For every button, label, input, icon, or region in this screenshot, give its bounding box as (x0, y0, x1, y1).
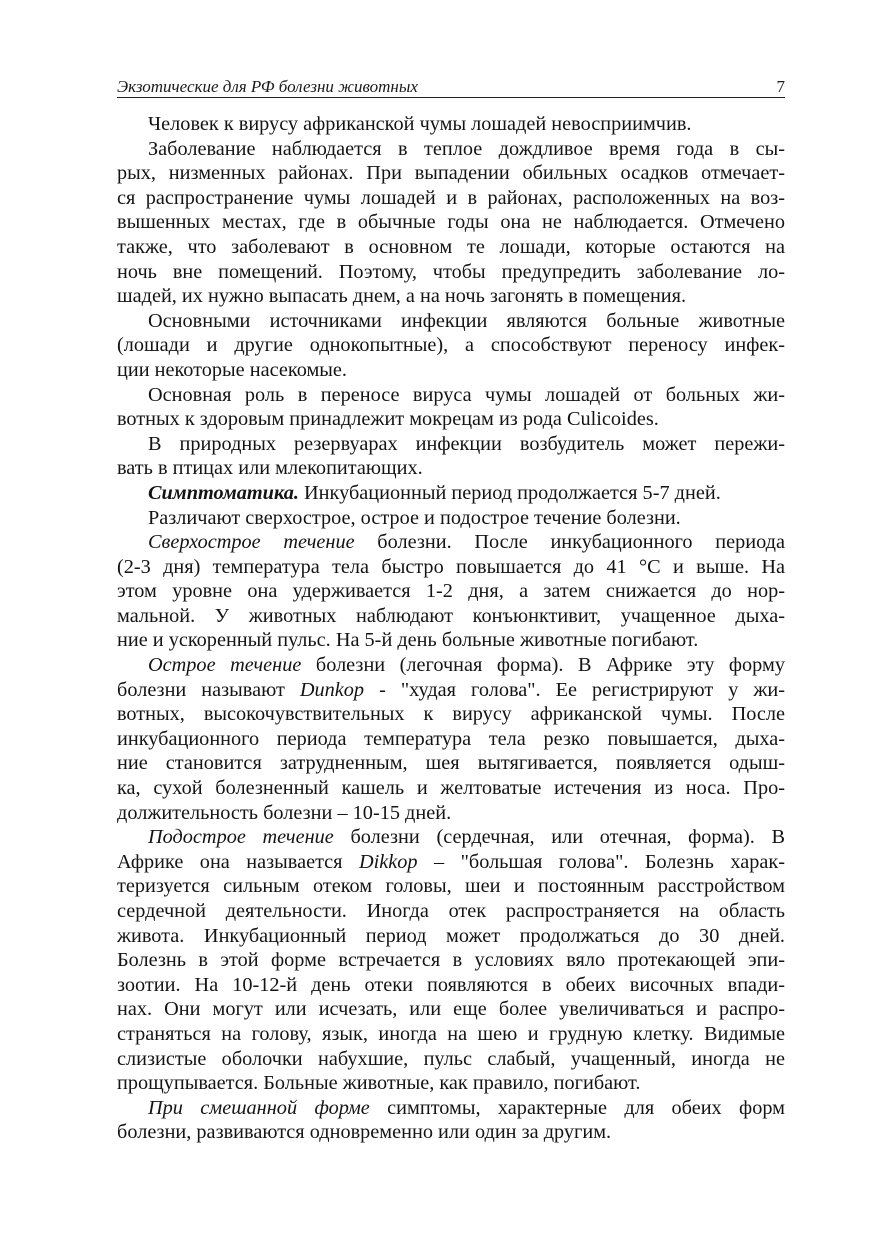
text-line (117, 506, 785, 531)
text-segment: зоотии. На 10-12-й день отеки появляются в обеих височных впади- (117, 973, 785, 996)
text-line (117, 1071, 785, 1096)
text-line (117, 555, 785, 580)
text-segment: болезни. После инкубационного периода (354, 531, 785, 554)
emphasized-text: Симптоматика. (148, 481, 299, 504)
text-segment: (лошади и другие однокопытные), а способствуют переносу инфек- (117, 334, 785, 357)
text-line (117, 137, 785, 162)
text-segment: болезни (сердечная, или отечная, форма). В (333, 826, 785, 849)
text-line (117, 825, 785, 850)
text-segment: прощупывается. Больные животные, как правило, погибают. (117, 1072, 641, 1095)
text-segment: Человек к вирусу африканской чумы лошадей невосприимчив. (148, 113, 692, 135)
emphasized-text: Острое течение (148, 654, 302, 677)
text-line (117, 383, 785, 408)
text-line (117, 1047, 785, 1072)
text-line (117, 997, 785, 1022)
text-segment: ночь вне помещений. Поэтому, чтобы предупредить заболевание ло- (117, 260, 785, 283)
text-line (117, 924, 785, 949)
text-segment: вотных, высокочувствительных к вирусу африканской чумы. После (117, 703, 785, 726)
running-title: Экзотические для РФ болезни животных (117, 77, 418, 96)
text-segment: Различают сверхострое, острое и подострое течение болезни. (148, 506, 681, 529)
emphasized-text: При смешанной форме (148, 1096, 370, 1119)
text-line (117, 751, 785, 776)
text-segment: вать в птицах или млекопитающих. (117, 457, 423, 480)
text-segment: должительность болезни – 10-15 дней. (117, 801, 452, 824)
text-line (117, 973, 785, 998)
text-line (117, 456, 785, 481)
text-segment: ние становится затрудненным, шея вытягивается, появляется одыш- (117, 752, 785, 775)
emphasized-text: Подострое течение (148, 826, 334, 849)
text-segment: теризуется сильным отеком головы, шеи и постоянным расстройством (117, 875, 785, 898)
text-line (117, 112, 785, 137)
text-segment: страняться на голову, язык, иногда на шею и грудную клетку. Видимые (117, 1022, 785, 1045)
text-line (117, 210, 785, 235)
text-segment: мальной. У животных наблюдают конъюнктивит, учащенное дыха- (117, 604, 785, 627)
emphasized-text: Dunkop (299, 678, 365, 701)
text-line (117, 260, 785, 285)
text-line (117, 333, 785, 358)
text-segment: вотных к здоровым принадлежит мокрецам из рода Culicoides. (117, 408, 659, 431)
text-line (117, 702, 785, 727)
text-segment: Инкубационный период продолжается 5-7 дней. (298, 481, 721, 504)
text-segment: нах. Они могут или исчезать, или еще более увеличиваться и распро- (117, 998, 785, 1021)
text-segment: симптомы, характерные для обеих форм (369, 1096, 785, 1119)
text-segment: живота. Инкубационный период может продолжаться до 30 дней. (117, 924, 785, 947)
text-segment: сердечной деятельности. Иногда отек распространяется на область (117, 900, 785, 922)
text-line (117, 309, 785, 334)
text-segment: ся распространение чумы лошадей и в районах, расположенных на воз- (117, 186, 785, 209)
text-segment: слизистые оболочки набухшие, пульс слабый, учащенный, иногда не (117, 1047, 785, 1070)
text-segment: инкубационного периода температура тела резко повышается, дыха- (117, 727, 785, 750)
text-segment: ции некоторые насекомые. (117, 358, 347, 381)
text-segment: этом уровне она удерживается 1-2 дня, а затем снижается до нор- (117, 580, 785, 603)
text-segment: Заболевание наблюдается в теплое дождливое время года в сы- (148, 137, 785, 160)
page-number: 7 (776, 77, 785, 96)
text-line (117, 1120, 785, 1145)
text-line (117, 530, 785, 555)
text-line (117, 727, 785, 752)
text-line (117, 801, 785, 826)
text-line (117, 235, 785, 260)
emphasized-text: Сверхострое течение (148, 531, 355, 554)
emphasized-text: Dikkop (358, 850, 418, 873)
text-segment: вышенных местах, где в обычные годы она не наблюдается. Отмечено (117, 211, 785, 234)
text-line (117, 604, 785, 629)
text-segment: (2-3 дня) температура тела быстро повышается до 41 °C и выше. На (117, 555, 785, 578)
text-segment: болезни называют (117, 678, 300, 701)
text-line (117, 1022, 785, 1047)
text-line (117, 628, 785, 653)
text-line (117, 948, 785, 973)
text-segment: ние и ускоренный пульс. На 5-й день больные животные погибают. (117, 629, 699, 652)
text-line (117, 1096, 785, 1121)
text-segment: шадей, их нужно выпасать днем, а на ночь загонять в помещения. (117, 285, 687, 308)
text-segment: В природных резервуарах инфекции возбудитель может пережи- (148, 432, 785, 455)
text-line (117, 358, 785, 383)
text-line (117, 407, 785, 432)
text-line (117, 678, 785, 703)
text-line (117, 186, 785, 211)
text-segment: ка, сухой болезненный кашель и желтоватые истечения из носа. Про- (117, 777, 785, 800)
text-segment: рых, низменных районах. При выпадении обильных осадков отмечает- (117, 162, 785, 185)
text-line (117, 850, 785, 875)
text-segment: болезни, развиваются одновременно или один за другим. (117, 1121, 612, 1144)
text-segment: – "большая голова". Болезнь харак- (417, 850, 785, 873)
text-segment: Основными источниками инфекции являются больные животные (148, 309, 785, 332)
text-segment: болезни (легочная форма). В Африке эту форму (301, 654, 785, 677)
running-header (117, 76, 785, 98)
text-line (117, 776, 785, 801)
text-segment: - "худая голова". Ее регистрируют у жи- (364, 678, 785, 701)
text-line (117, 481, 785, 506)
text-segment: Африке она называется (117, 850, 359, 873)
text-line (117, 161, 785, 186)
text-line (117, 432, 785, 457)
text-line (117, 874, 785, 899)
text-line (117, 284, 785, 309)
text-segment: Болезнь в этой форме встречается в условиях вяло протекающей эпи- (117, 949, 785, 972)
text-line (117, 899, 785, 924)
body-text (117, 112, 785, 1145)
text-line (117, 653, 785, 678)
text-segment: также, что заболевают в основном те лошади, которые остаются на (117, 235, 785, 258)
text-line (117, 579, 785, 604)
text-segment: Основная роль в переносе вируса чумы лошадей от больных жи- (148, 383, 785, 406)
